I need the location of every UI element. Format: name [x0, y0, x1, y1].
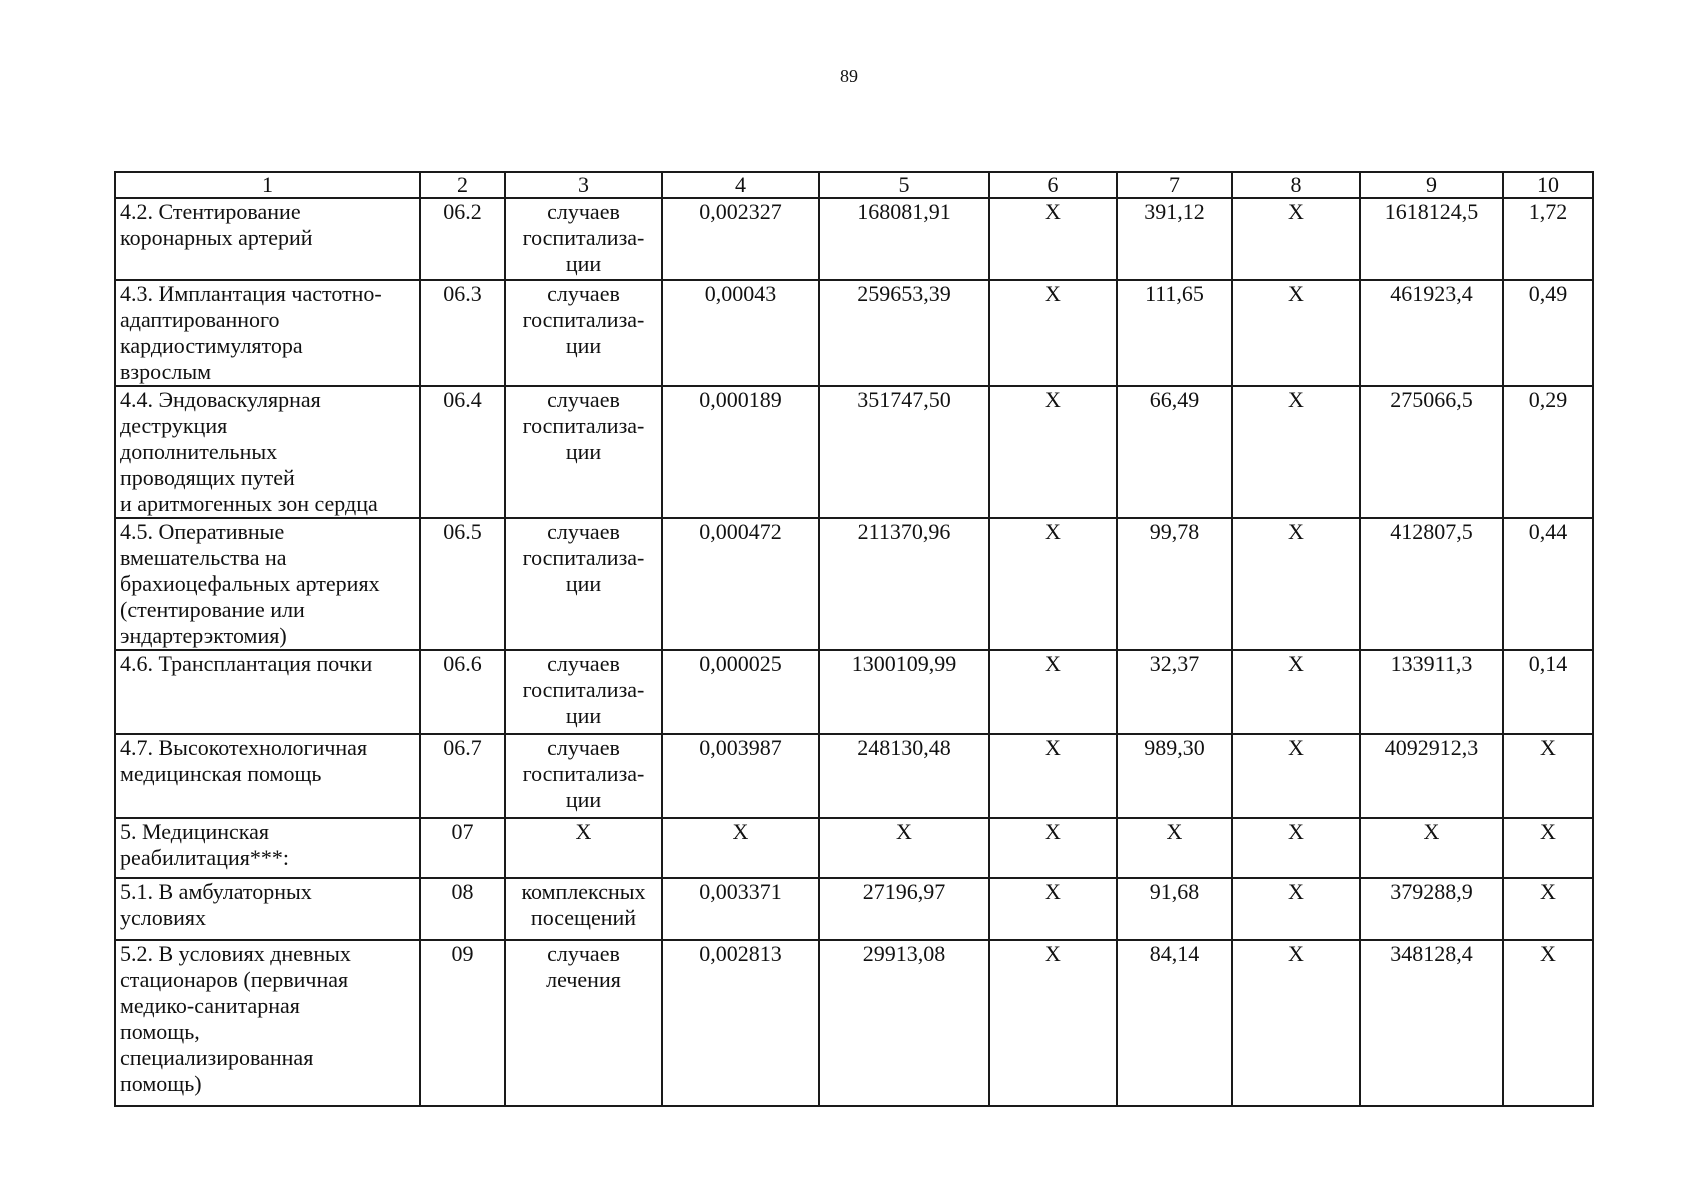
row-value-cell: 248130,48	[819, 734, 989, 818]
row-unit-cell: случаев госпитализа- ции	[505, 386, 662, 518]
row-code-cell: 06.2	[420, 198, 505, 280]
row-value-cell: X	[1360, 818, 1503, 878]
row-value-cell: 989,30	[1117, 734, 1232, 818]
table-row	[115, 198, 1593, 280]
row-value-cell: 91,68	[1117, 878, 1232, 940]
row-name-cell: 4.3. Имплантация частотно- адаптированного кардиостимулятора взрослым	[115, 280, 420, 386]
table-row	[115, 518, 1593, 650]
row-value-cell: X	[1232, 386, 1360, 518]
row-value-cell: 0,00043	[662, 280, 819, 386]
row-unit-cell: случаев госпитализа- ции	[505, 280, 662, 386]
row-code-cell: 06.5	[420, 518, 505, 650]
row-unit-cell: случаев госпитализа- ции	[505, 650, 662, 734]
row-value-cell: 0,000472	[662, 518, 819, 650]
table-row	[115, 818, 1593, 878]
row-value-cell: X	[989, 386, 1117, 518]
row-value-cell: 4092912,3	[1360, 734, 1503, 818]
row-value-cell: X	[989, 280, 1117, 386]
row-value-cell: X	[1503, 818, 1593, 878]
row-value-cell: X	[989, 818, 1117, 878]
row-name-cell: 4.2. Стентирование коронарных артерий	[115, 198, 420, 280]
row-value-cell: X	[989, 650, 1117, 734]
row-value-cell: X	[989, 878, 1117, 940]
table-row	[115, 650, 1593, 734]
header-row	[115, 172, 1593, 198]
row-value-cell: 0,002327	[662, 198, 819, 280]
row-value-cell: X	[1503, 940, 1593, 1106]
row-value-cell: X	[1232, 818, 1360, 878]
row-value-cell: X	[989, 198, 1117, 280]
row-value-cell: 0,003987	[662, 734, 819, 818]
row-value-cell: X	[662, 818, 819, 878]
table-row	[115, 386, 1593, 518]
row-name-cell: 5. Медицинская реабилитация***:	[115, 818, 420, 878]
header-cell: 4	[662, 172, 819, 198]
header-cell: 5	[819, 172, 989, 198]
header-cell: 6	[989, 172, 1117, 198]
row-value-cell: X	[1232, 650, 1360, 734]
row-unit-cell: случаев госпитализа- ции	[505, 734, 662, 818]
row-value-cell: 0,44	[1503, 518, 1593, 650]
row-name-cell: 4.6. Трансплантация почки	[115, 650, 420, 734]
row-value-cell: 99,78	[1117, 518, 1232, 650]
row-value-cell: 275066,5	[1360, 386, 1503, 518]
row-value-cell: X	[1232, 940, 1360, 1106]
row-value-cell: 391,12	[1117, 198, 1232, 280]
header-cell: 10	[1503, 172, 1593, 198]
row-value-cell: 412807,5	[1360, 518, 1503, 650]
row-value-cell: X	[1232, 198, 1360, 280]
row-value-cell: 0,002813	[662, 940, 819, 1106]
row-value-cell: 0,000189	[662, 386, 819, 518]
row-value-cell: 211370,96	[819, 518, 989, 650]
header-cell: 8	[1232, 172, 1360, 198]
table-row	[115, 878, 1593, 940]
row-value-cell: X	[1503, 734, 1593, 818]
row-unit-cell: случаев госпитализа- ции	[505, 198, 662, 280]
row-code-cell: 06.6	[420, 650, 505, 734]
row-value-cell: 1,72	[1503, 198, 1593, 280]
data-table	[114, 171, 1594, 1107]
page-number: 89	[840, 66, 858, 86]
row-value-cell: 0,29	[1503, 386, 1593, 518]
row-value-cell: 0,49	[1503, 280, 1593, 386]
row-value-cell: 32,37	[1117, 650, 1232, 734]
row-value-cell: 351747,50	[819, 386, 989, 518]
row-value-cell: X	[989, 518, 1117, 650]
row-value-cell: 0,14	[1503, 650, 1593, 734]
row-value-cell: 111,65	[1117, 280, 1232, 386]
row-value-cell: 27196,97	[819, 878, 989, 940]
row-value-cell: 66,49	[1117, 386, 1232, 518]
row-value-cell: 168081,91	[819, 198, 989, 280]
row-value-cell: 0,003371	[662, 878, 819, 940]
row-name-cell: 4.5. Оперативные вмешательства на брахиоцефальных артериях (стентирование или эндартерэктомия)	[115, 518, 420, 650]
header-cell: 7	[1117, 172, 1232, 198]
row-value-cell: X	[1117, 818, 1232, 878]
row-code-cell: 06.3	[420, 280, 505, 386]
row-code-cell: 07	[420, 818, 505, 878]
header-cell: 9	[1360, 172, 1503, 198]
row-value-cell: 379288,9	[1360, 878, 1503, 940]
row-unit-cell: случаев лечения	[505, 940, 662, 1106]
row-code-cell: 06.7	[420, 734, 505, 818]
row-name-cell: 5.2. В условиях дневных стационаров (первичная медико-санитарная помощь, специализированная помощь)	[115, 940, 420, 1106]
row-name-cell: 4.7. Высокотехнологичная медицинская помощь	[115, 734, 420, 818]
row-unit-cell: X	[505, 818, 662, 878]
row-value-cell: 1618124,5	[1360, 198, 1503, 280]
table-row	[115, 734, 1593, 818]
header-cell: 3	[505, 172, 662, 198]
row-value-cell: 0,000025	[662, 650, 819, 734]
row-value-cell: X	[1503, 878, 1593, 940]
table-row	[115, 280, 1593, 386]
row-value-cell: 461923,4	[1360, 280, 1503, 386]
row-unit-cell: случаев госпитализа- ции	[505, 518, 662, 650]
row-name-cell: 5.1. В амбулаторных условиях	[115, 878, 420, 940]
row-value-cell: 84,14	[1117, 940, 1232, 1106]
header-cell: 1	[115, 172, 420, 198]
row-value-cell: 133911,3	[1360, 650, 1503, 734]
row-value-cell: 1300109,99	[819, 650, 989, 734]
row-value-cell: X	[1232, 734, 1360, 818]
row-code-cell: 09	[420, 940, 505, 1106]
row-code-cell: 08	[420, 878, 505, 940]
table-row	[115, 940, 1593, 1106]
row-unit-cell: комплексных посещений	[505, 878, 662, 940]
row-value-cell: 348128,4	[1360, 940, 1503, 1106]
row-value-cell: X	[819, 818, 989, 878]
row-value-cell: 259653,39	[819, 280, 989, 386]
table-body	[115, 172, 1593, 1106]
row-code-cell: 06.4	[420, 386, 505, 518]
row-value-cell: X	[1232, 878, 1360, 940]
row-name-cell: 4.4. Эндоваскулярная деструкция дополнительных проводящих путей и аритмогенных зон сердца	[115, 386, 420, 518]
header-cell: 2	[420, 172, 505, 198]
row-value-cell: X	[989, 734, 1117, 818]
row-value-cell: X	[1232, 280, 1360, 386]
row-value-cell: 29913,08	[819, 940, 989, 1106]
row-value-cell: X	[1232, 518, 1360, 650]
row-value-cell: X	[989, 940, 1117, 1106]
